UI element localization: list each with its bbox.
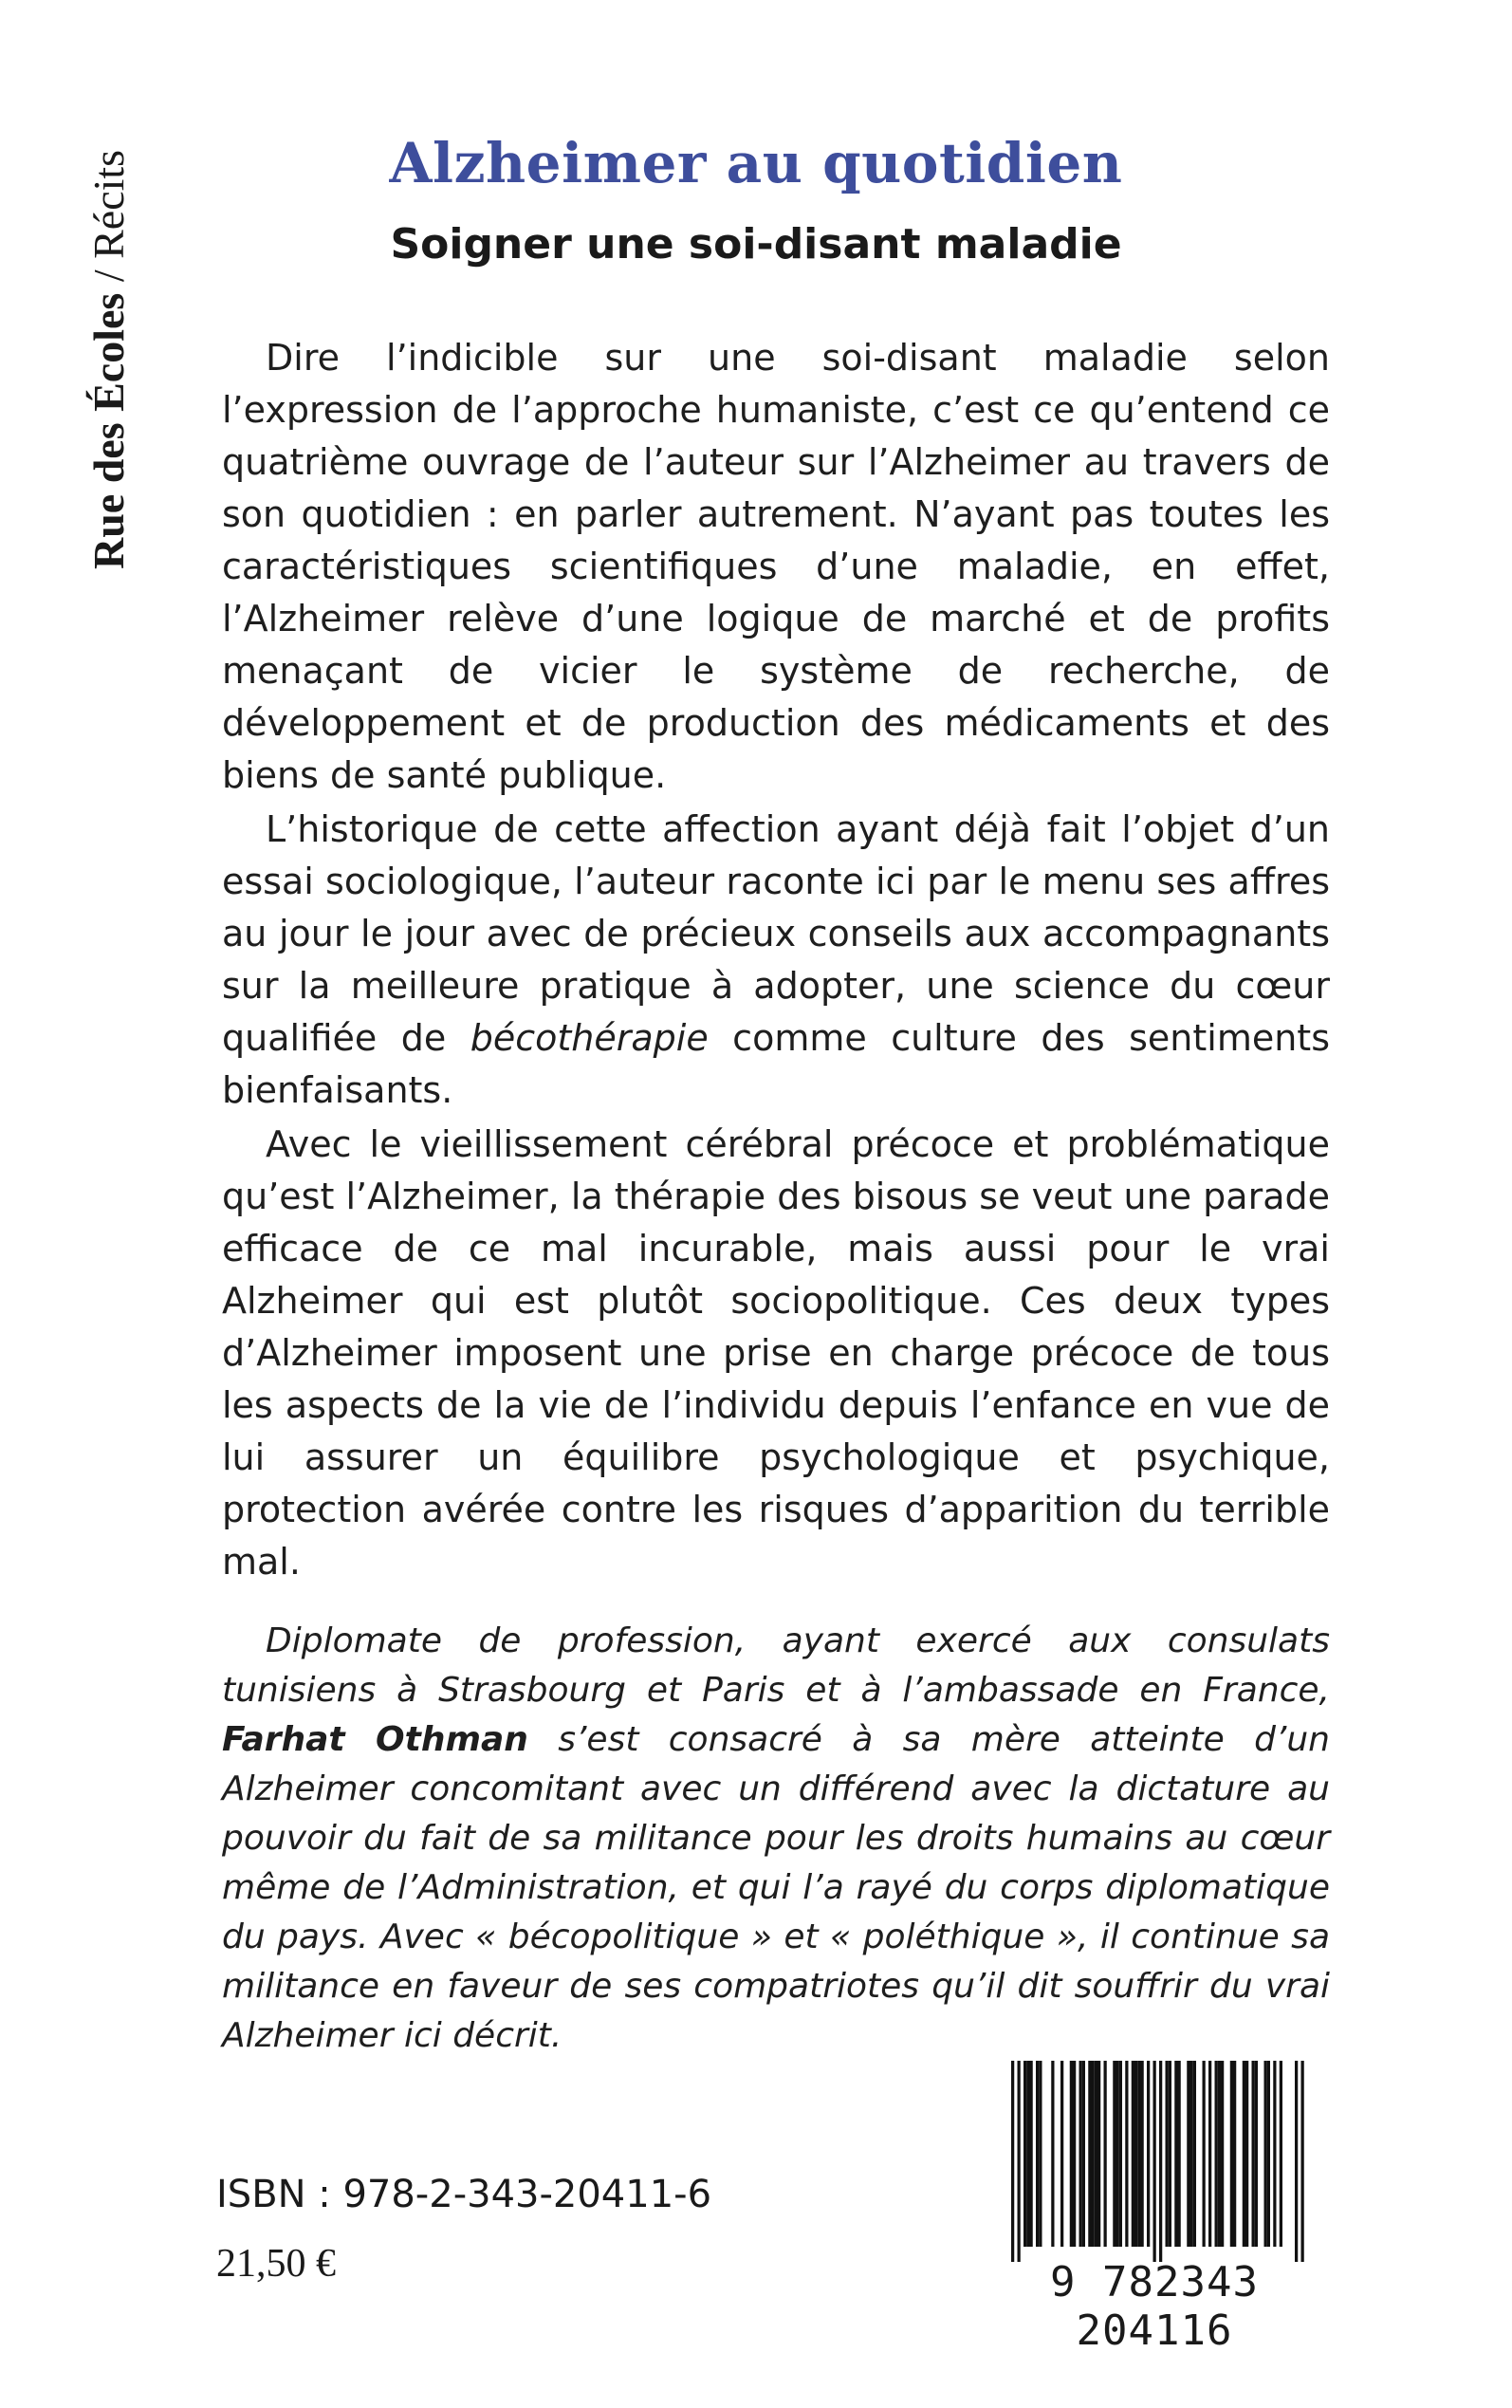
spine-separator: / [84, 258, 133, 293]
barcode-bar [1203, 2061, 1206, 2247]
barcode-bar [1092, 2061, 1095, 2247]
barcode-bar [1082, 2061, 1085, 2247]
barcode-bar [1233, 2061, 1236, 2247]
barcode-bar [1088, 2061, 1091, 2247]
barcode-bar [1070, 2061, 1073, 2247]
barcode-bar [1051, 2061, 1054, 2247]
barcode [983, 2057, 1326, 2355]
barcode-bar [1026, 2061, 1029, 2247]
summary-paragraph [222, 804, 1330, 1117]
summary-text: L’historique de cette affection ayant déjà fait l’objet d’un essai sociologique, l’auteur raconte ici par le menu ses affres au jour le jour avec de précieux conseils aux accompagnants sur la meilleure pratique à adopter, une science du cœur qualifiée de [222, 808, 1330, 1059]
barcode-bar [1095, 2061, 1097, 2247]
barcode-bar [1169, 2061, 1171, 2247]
barcode-digits: 9 782343 204116 [1050, 2258, 1259, 2355]
barcode-bar [1113, 2061, 1116, 2247]
barcode-bar [1119, 2061, 1122, 2247]
barcode-bar [1193, 2061, 1196, 2247]
barcode-bar [1137, 2061, 1140, 2247]
barcode-bar [1036, 2061, 1039, 2247]
summary-paragraph: Avec le vieillissement cérébral précoce et problématique qu’est l’Alzheimer, la thérapie des bisous se veut une parade efficace de ce mal incurable, mais aussi pour le vrai Alzheimer qui est plutôt sociopolitique. Ces deux types d’Alzheimer imposent une prise en charge précoce de tous les aspects de la vie de l’individu depuis l’enfance en vue de lui assurer un équilibre psychologique et psychique, protection avérée contre les risques d’apparition du terrible mal. [222, 1123, 1330, 1583]
barcode-bar [1187, 2061, 1189, 2247]
summary-paragraph: Dire l’indicible sur une soi-disant maladie selon l’expression de l’approche humaniste, c’est ce qu’entend ce quatrième ouvrage de l’auteur sur l’Alzheimer au travers de son quotidien : en parler autrement. N’ayant pas toutes les caractéristiques scientifiques d’une maladie, en effet, l’Alzheimer relève d’une logique de marché et de profits menaçant de vicier le système de recherche, de développement et de production des médicaments et des biens de santé publique. [222, 337, 1330, 796]
barcode-bar [1267, 2061, 1270, 2247]
barcode-bar [1060, 2061, 1063, 2247]
barcode-bar [1208, 2061, 1211, 2247]
barcode-bar [1166, 2061, 1169, 2247]
barcode-bar [1255, 2061, 1258, 2247]
barcode-bar [1264, 2061, 1267, 2247]
barcode-bar [1178, 2061, 1181, 2247]
barcode-bar [1215, 2061, 1218, 2247]
summary-text: comme culture des sentiments bienfaisants. [222, 1017, 1330, 1111]
barcode-bar [1273, 2061, 1276, 2247]
bio-text: Diplomate de profession, ayant exercé aux consulats tunisiens à Strasbourg et Paris et à l’ambassade en France, [222, 1621, 1330, 1710]
barcode-bar [1104, 2061, 1107, 2247]
barcode-bar [1243, 2061, 1245, 2247]
barcode-bar [1280, 2061, 1282, 2247]
barcode-bar [1218, 2061, 1221, 2247]
barcode-bar [1039, 2061, 1042, 2247]
barcode-bar [1245, 2061, 1248, 2247]
barcode-guard-bar [1295, 2061, 1298, 2262]
summary-italic-term: bécothérapie [470, 1017, 709, 1059]
barcode-guard-bar [1153, 2061, 1156, 2262]
barcode-bar [1230, 2061, 1233, 2247]
spine-label [83, 150, 134, 569]
barcode-bar [1073, 2061, 1076, 2247]
book-title: Alzheimer au quotidien [389, 131, 1123, 195]
barcode-bar [1125, 2061, 1128, 2247]
genre-name: Récits [84, 149, 133, 259]
barcode-bar [1132, 2061, 1134, 2247]
barcode-bar [1097, 2061, 1100, 2247]
barcode-guard-bar [1011, 2061, 1014, 2262]
barcode-bar [1030, 2061, 1033, 2247]
barcode-bar [1174, 2061, 1177, 2247]
barcode-bar [1023, 2061, 1026, 2247]
barcode-bar [1147, 2061, 1150, 2247]
barcode-guard-bar [1301, 2061, 1304, 2262]
barcode-bar [1252, 2061, 1255, 2247]
barcode-guard-bar [1018, 2061, 1021, 2262]
barcode-bar [1079, 2061, 1082, 2247]
barcode-bar [1134, 2061, 1137, 2247]
barcode-bar [1221, 2061, 1224, 2247]
barcode-guard-bar [1159, 2061, 1162, 2262]
barcode-bar [1116, 2061, 1119, 2247]
author-name: Farhat Othman [222, 1720, 528, 1759]
bio-text: s’est consacré à sa mère atteinte d’un Alzheimer concomitant avec un différend avec la dictature au pouvoir du fait de sa militance pour les droits humains au cœur même de l’Administration, et qui l’a rayé du corps diplomatique du pays. Avec « bécopolitique » et « poléthique », il continue sa militance en faveur de ses compatriotes qu’il dit souffrir du vrai Alzheimer ici décrit. [222, 1720, 1330, 2055]
book-subtitle: Soigner une soi-disant maladie [390, 220, 1122, 269]
author-bio [222, 1617, 1330, 2061]
isbn: ISBN : 978-2-343-20411-6 [216, 2173, 712, 2216]
collection-name: Rue des Écoles [84, 292, 133, 569]
summary [222, 332, 1330, 1588]
barcode-bar [1190, 2061, 1193, 2247]
price: 21,50 € [216, 2242, 336, 2286]
barcode-bars [983, 2057, 1326, 2264]
barcode-bar [1141, 2061, 1144, 2247]
